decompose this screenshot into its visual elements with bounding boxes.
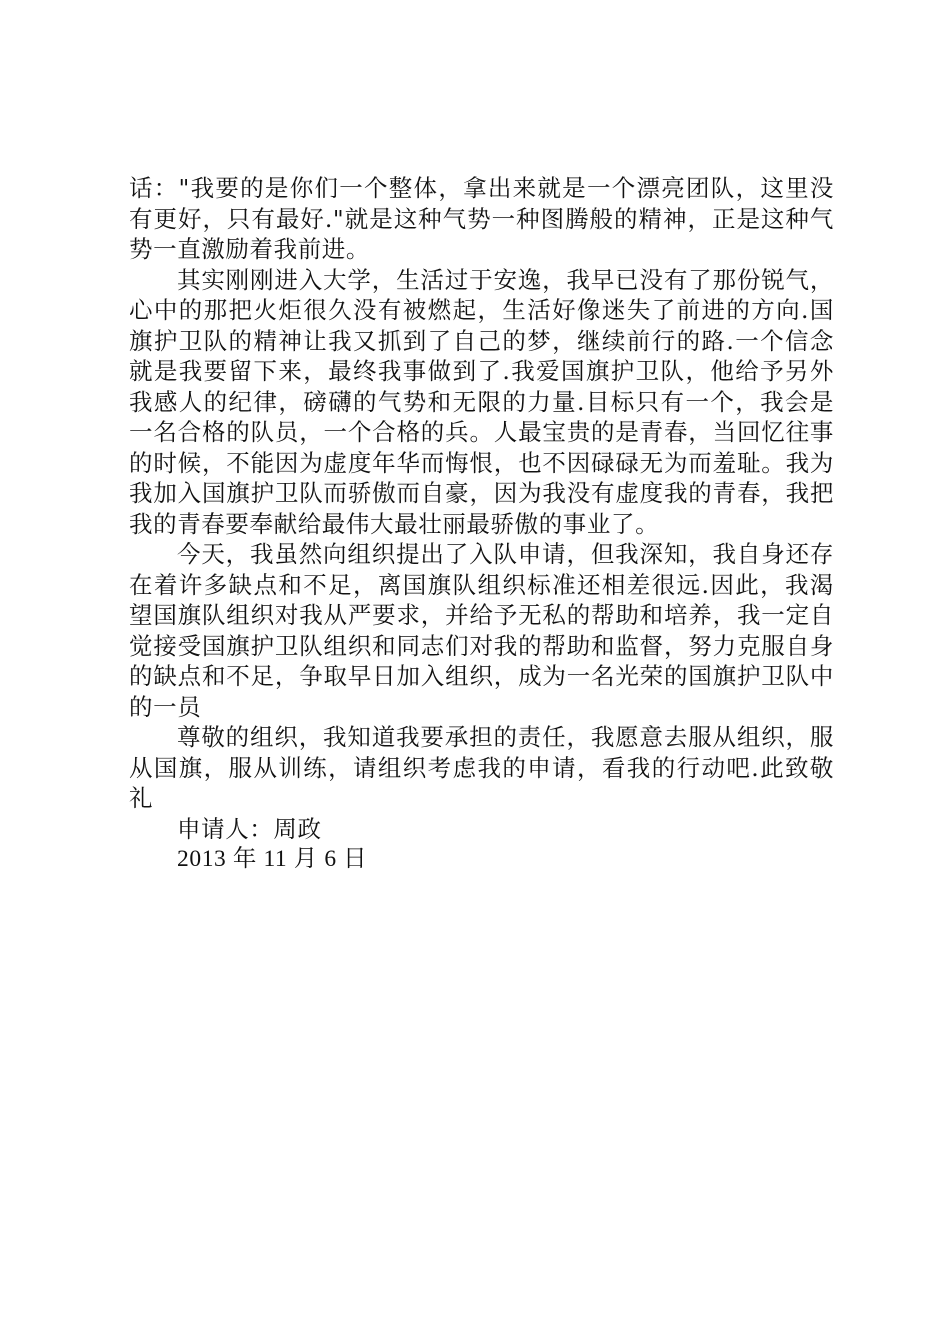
paragraph-closing: 尊敬的组织，我知道我要承担的责任，我愿意去服从组织，服从国旗，服从训练，请组织考虑我的申请，看我的行动吧.此致敬礼 bbox=[129, 723, 834, 812]
date-line: 2013 年 11 月 6 日 bbox=[177, 846, 368, 872]
paragraph-continuation: 话："我要的是你们一个整体，拿出来就是一个漂亮团队，这里没有更好，只有最好."就是这种气势一种图腾般的精神，正是这种气势一直激励着我前进。 bbox=[129, 174, 834, 263]
document-body bbox=[129, 173, 834, 875]
signature-line: 申请人：周政 bbox=[177, 814, 322, 843]
paragraph-reflection: 其实刚刚进入大学，生活过于安逸，我早已没有了那份锐气，心中的那把火炬很久没有被燃起，生活好像迷失了前进的方向.国旗护卫队的精神让我又抓到了自己的梦，继续前行的路.一个信念就是我要留下来，最终我事做到了.我爱国旗护卫队，他给予另外我感人的纪律，磅礴的气势和无限的力量.目标只有一个，我会是一名合格的队员，一个合格的兵。人最宝贵的是青春，当回忆往事的时候，不能因为虚度年华而悔恨，也不因碌碌无为而羞耻。我为我加入国旗护卫队而骄傲而自豪，因为我没有虚度我的青春，我把我的青春要奉献给最伟大最壮丽最骄傲的事业了。 bbox=[129, 265, 834, 538]
paragraph-application: 今天，我虽然向组织提出了入队申请，但我深知，我自身还存在着许多缺点和不足，离国旗队组织标准还相差很远.因此，我渴望国旗队组织对我从严要求，并给予无私的帮助和培养，我一定自觉接受国旗护卫队组织和同志们对我的帮助和监督，努力克服自身的缺点和不足，争取早日加入组织，成为一名光荣的国旗护卫队中的一员 bbox=[129, 540, 834, 721]
